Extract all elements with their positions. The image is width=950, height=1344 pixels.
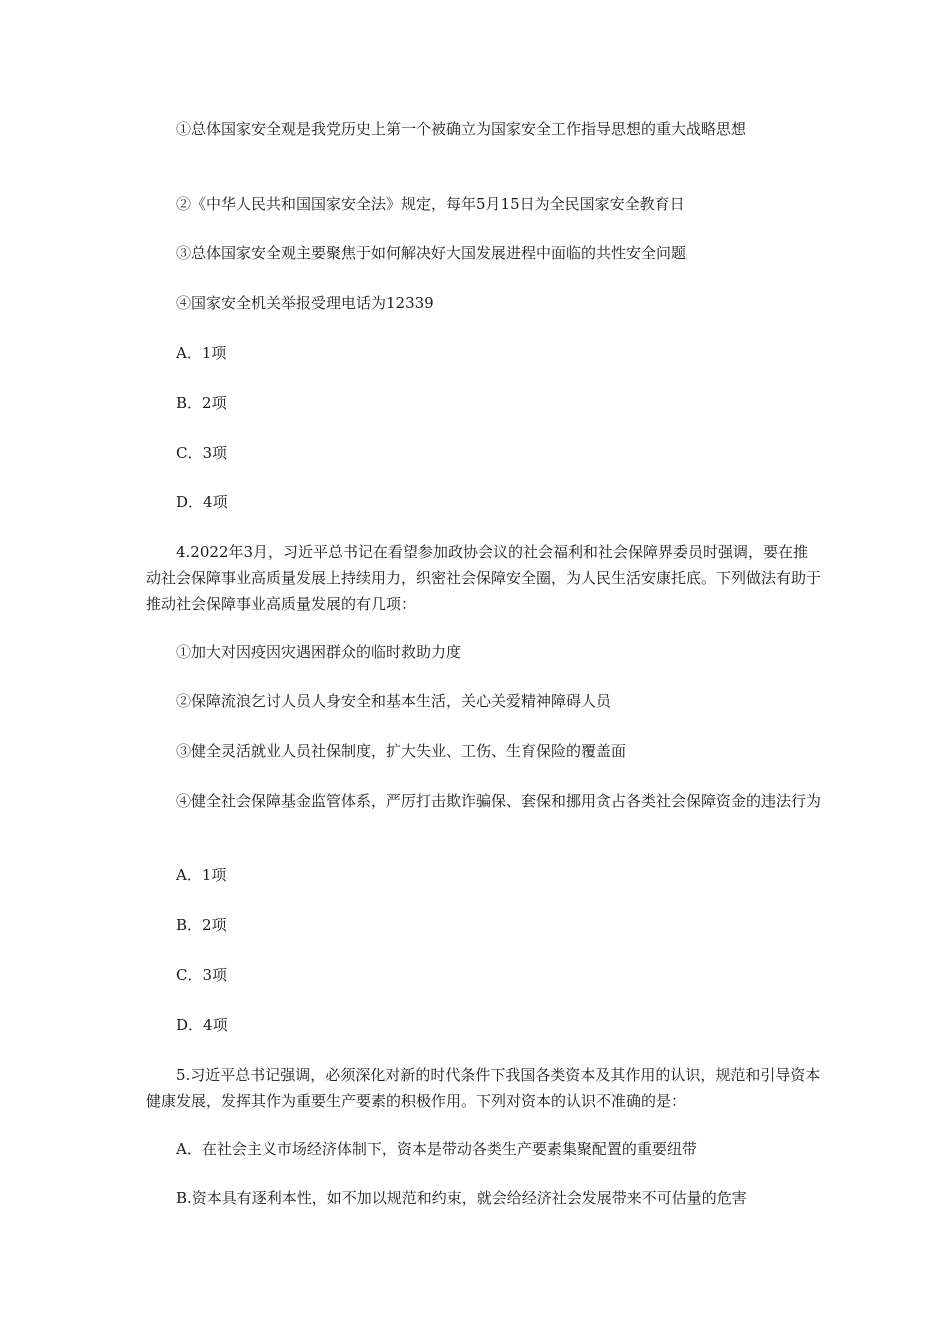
q4-option-d: D．4项 — [176, 1016, 228, 1034]
q3-item-1: ①总体国家安全观是我党历史上第一个被确立为国家安全工作指导思想的重大战略思想 — [176, 120, 747, 138]
q3-option-c: C．3项 — [176, 444, 228, 462]
q4-item-4: ④健全社会保障基金监管体系，严厉打击欺诈骗保、套保和挪用贪占各类社会保障资金的违法行为 — [176, 792, 822, 810]
q4-option-b: B．2项 — [176, 916, 227, 934]
q3-item-4: ④国家安全机关举报受理电话为12339 — [176, 294, 434, 312]
q4-item-3: ③健全灵活就业人员社保制度，扩大失业、工伤、生育保险的覆盖面 — [176, 742, 627, 760]
q4-item-2: ②保障流浪乞讨人员人身安全和基本生活，关心关爱精神障碍人员 — [176, 692, 612, 710]
q3-item-2: ②《中华人民共和国国家安全法》规定，每年5月15日为全民国家安全教育日 — [176, 195, 685, 213]
q5-stem: 5.习近平总书记强调，必须深化对新的时代条件下我国各类资本及其作用的认识，规范和引导资本健康发展，发挥其作为重要生产要素的积极作用。下列对资本的认识不准确的是： — [146, 1066, 821, 1110]
q4-option-a: A．1项 — [176, 866, 227, 884]
q4-stem: 4.2022年3月，习近平总书记在看望参加政协会议的社会福利和社会保障界委员时强调，要在推动社会保障事业高质量发展上持续用力，织密社会保障安全圈，为人民生活安康托底。下列做法有助于推动社会保障事业高质量发展的有几项： — [146, 543, 822, 613]
q3-option-a: A．1项 — [176, 344, 227, 362]
q3-item-3: ③总体国家安全观主要聚焦于如何解决好大国发展进程中面临的共性安全问题 — [176, 244, 687, 262]
q5-option-a: A．在社会主义市场经济体制下，资本是带动各类生产要素集聚配置的重要纽带 — [176, 1140, 697, 1158]
q5-option-b: B.资本具有逐利本性，如不加以规范和约束，就会给经济社会发展带来不可估量的危害 — [176, 1189, 747, 1207]
q3-option-d: D．4项 — [176, 493, 228, 511]
q3-option-b: B．2项 — [176, 394, 227, 412]
q4-item-1: ①加大对因疫因灾遇困群众的临时救助力度 — [176, 643, 462, 661]
q4-option-c: C．3项 — [176, 966, 228, 984]
